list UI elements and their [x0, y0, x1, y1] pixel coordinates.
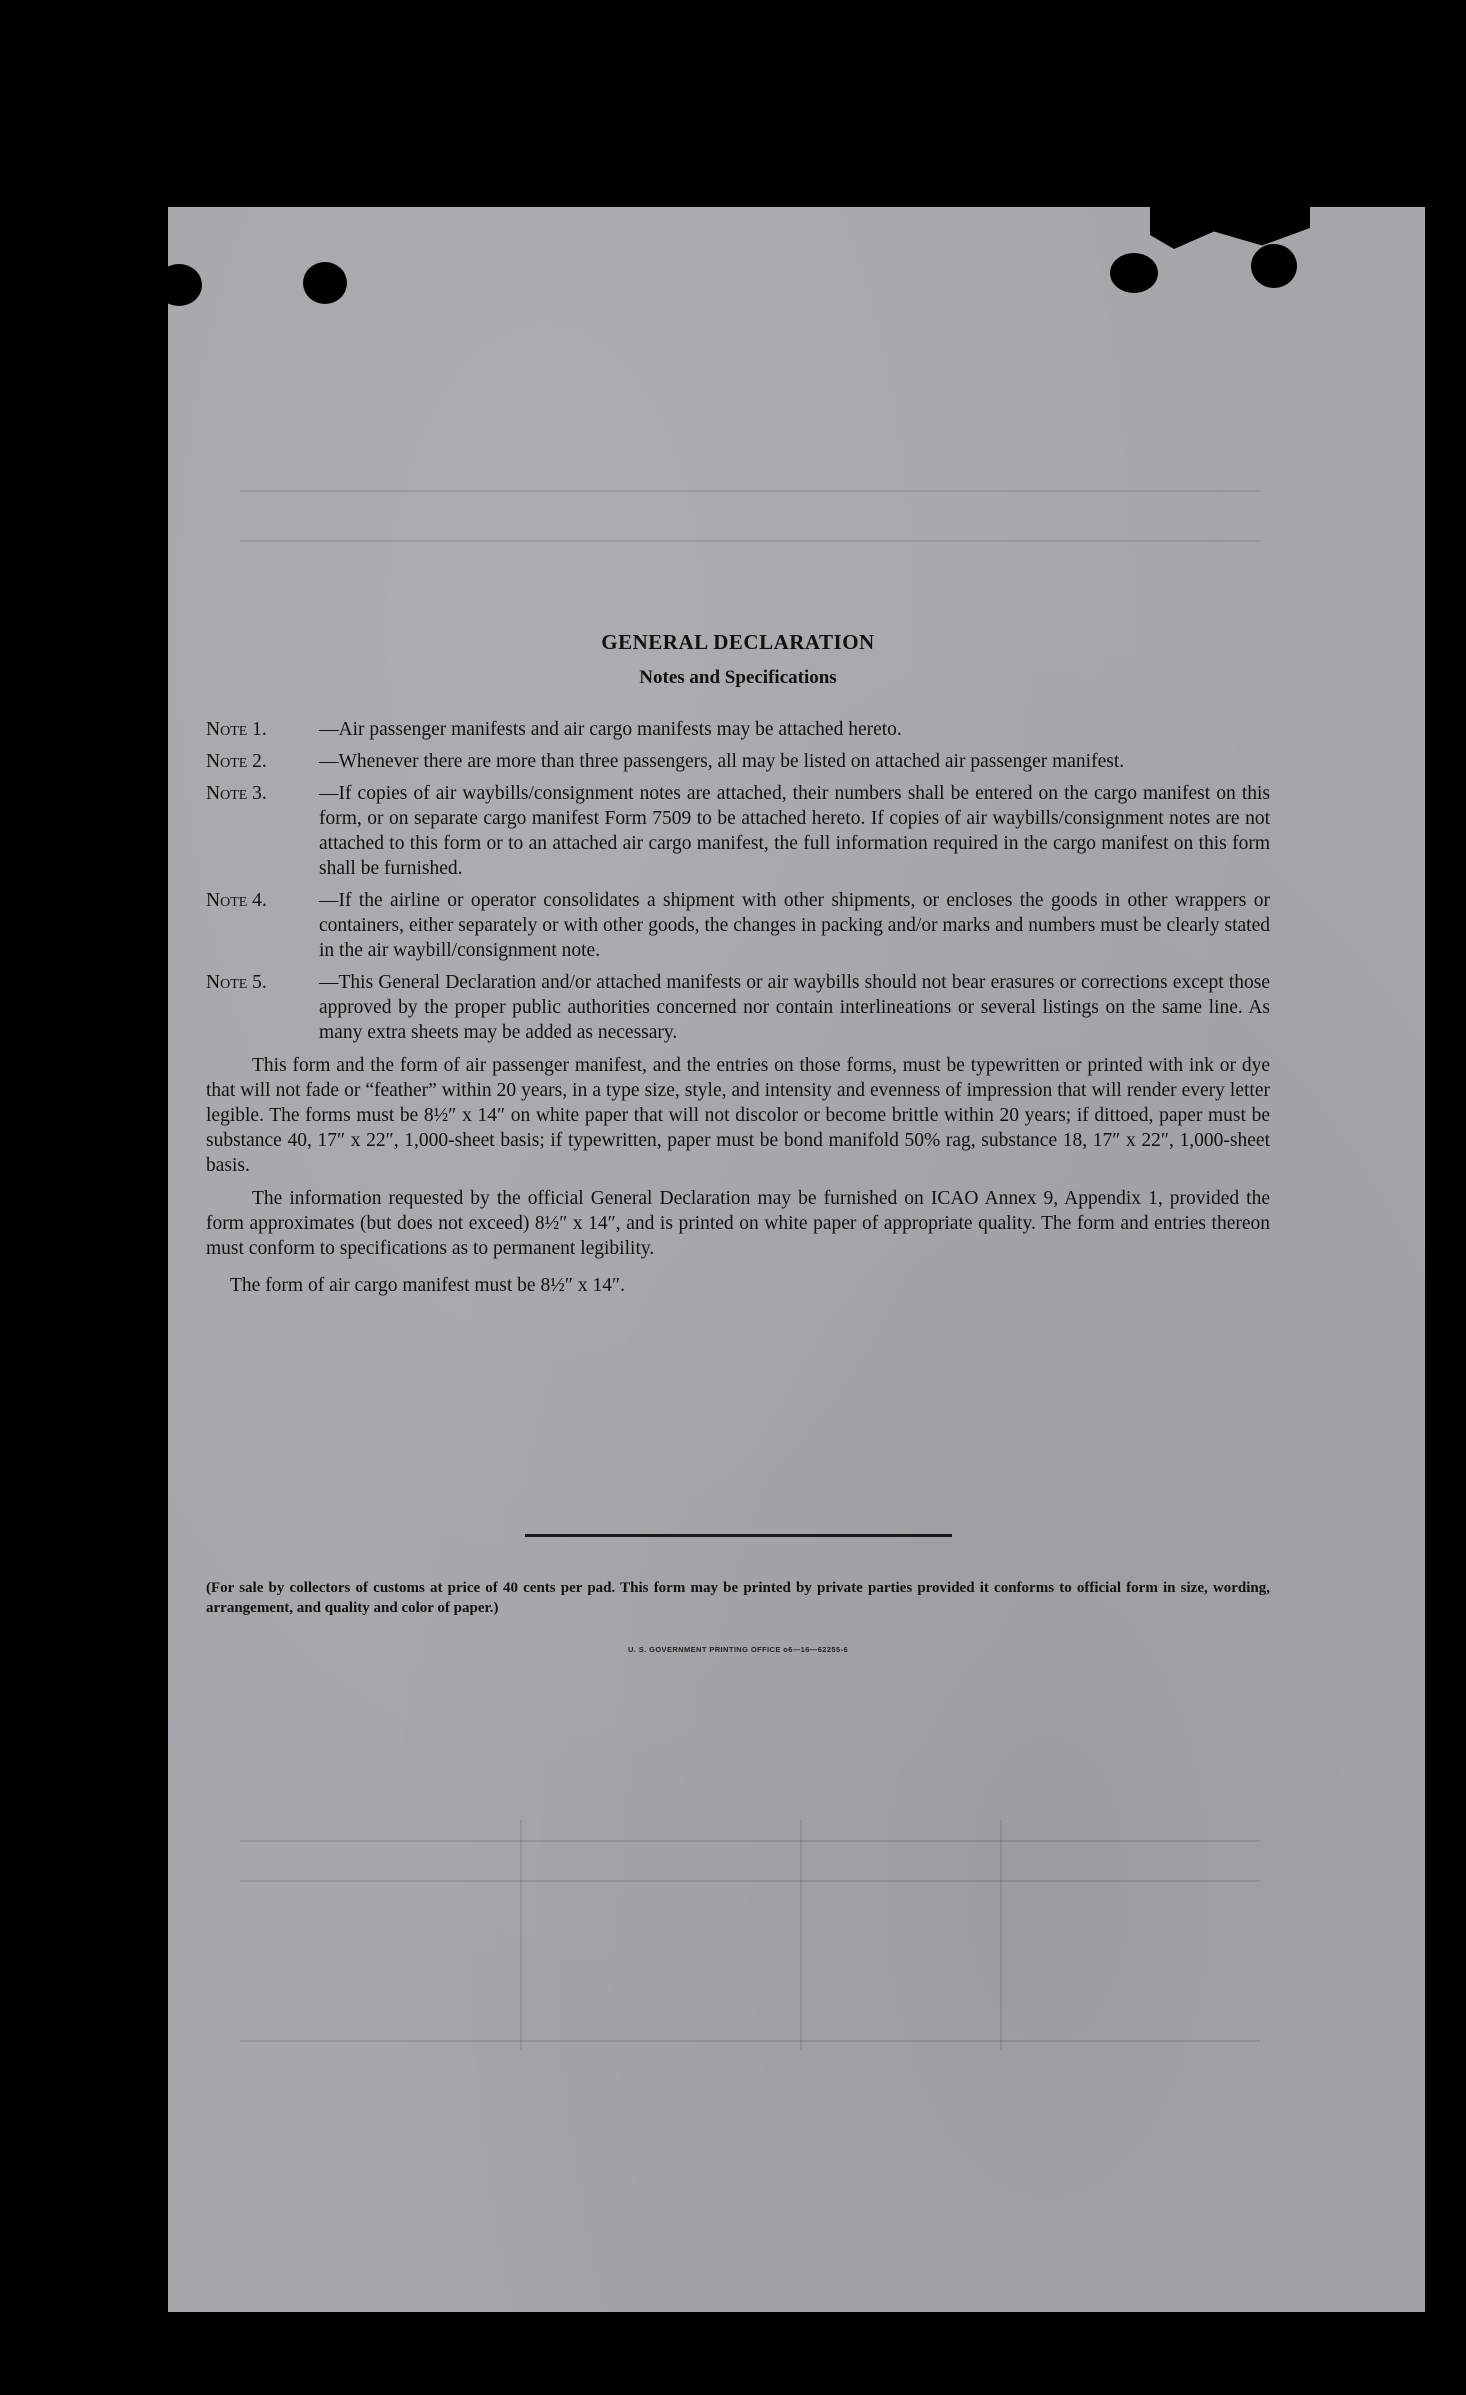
punch-hole-left-1 [156, 264, 202, 306]
paragraph-icao: The information requested by the official General Declaration may be furnished on ICAO Annex 9, Appendix 1, provided the form approximates (but does not exceed) 8½″ x 14″, and is printed on white paper of appropriate quality. The form and entries thereon must conform to specifications as to permanent legibility. [206, 1188, 1270, 1259]
note-text: —This General Declaration and/or attached manifests or air waybills should not bear erasures or corrections except those approved by the proper public authorities concerned nor contain interlineations or several listings on the same line. As many extra sheets may be added as necessary. [319, 972, 1270, 1043]
note-label: Note 3. [206, 783, 267, 804]
divider-rule [525, 1534, 952, 1537]
document-subtitle: Notes and Specifications [639, 667, 837, 688]
note-label: Note 2. [206, 751, 267, 772]
paragraph-form-specs: This form and the form of air passenger manifest, and the entries on those forms, must be typewritten or printed with ink or dye that will not fade or “feather” within 20 years, in a type size, style, and intensity and evenness of impression that will render every letter legible. The forms must be 8½″ x 14″ on white paper that will not discolor or become brittle within 20 years; if dittoed, paper must be substance 40, 17″ x 22″, 1,000-sheet basis; if typewritten, paper must be bond manifold 50% rag, substance 18, 17″ x 22″, 1,000-sheet basis. [206, 1055, 1270, 1176]
note-text: —If copies of air waybills/consignment notes are attached, their numbers shall be entered on the cargo manifest on this form, or on separate cargo manifest Form 7509 to be attached hereto. If copies of air waybills/consignment notes are not attached to this form or to an attached air cargo manifest, the full information required in the cargo manifest on this form shall be furnished. [319, 783, 1270, 879]
note-text: —Air passenger manifests and air cargo manifests may be attached hereto. [319, 719, 902, 740]
note-label: Note 1. [206, 719, 267, 740]
note-3 [206, 781, 1270, 881]
note-5 [206, 970, 1270, 1045]
punch-hole-left-2 [303, 262, 347, 304]
note-text: —Whenever there are more than three passengers, all may be listed on attached air passenger manifest. [319, 751, 1125, 772]
paragraph-cargo-manifest: The form of air cargo manifest must be 8½″ x 14″. [230, 1275, 625, 1296]
printing-office-imprint: U. S. GOVERNMENT PRINTING OFFICE o6—16—62255-6 [627, 1645, 849, 1654]
document-body [206, 630, 1270, 1298]
note-1 [206, 717, 1270, 742]
punch-hole-right-2 [1251, 244, 1297, 288]
note-text: —If the airline or operator consolidates a shipment with other shipments, or encloses the goods in other wrappers or containers, either separately or with other goods, the changes in packing and/or marks and numbers must be clearly stated in the air waybill/consignment note. [319, 890, 1270, 961]
punch-hole-right-1 [1110, 253, 1158, 293]
note-4 [206, 888, 1270, 963]
note-label: Note 5. [206, 972, 267, 993]
note-2 [206, 749, 1270, 774]
note-label: Note 4. [206, 890, 267, 911]
sale-note: (For sale by collectors of customs at price of 40 cents per pad. This form may be printed by private parties provided it conforms to official form in size, wording, arrangement, and quality and color of paper.) [206, 1580, 1270, 1616]
document-title: GENERAL DECLARATION [601, 630, 875, 654]
